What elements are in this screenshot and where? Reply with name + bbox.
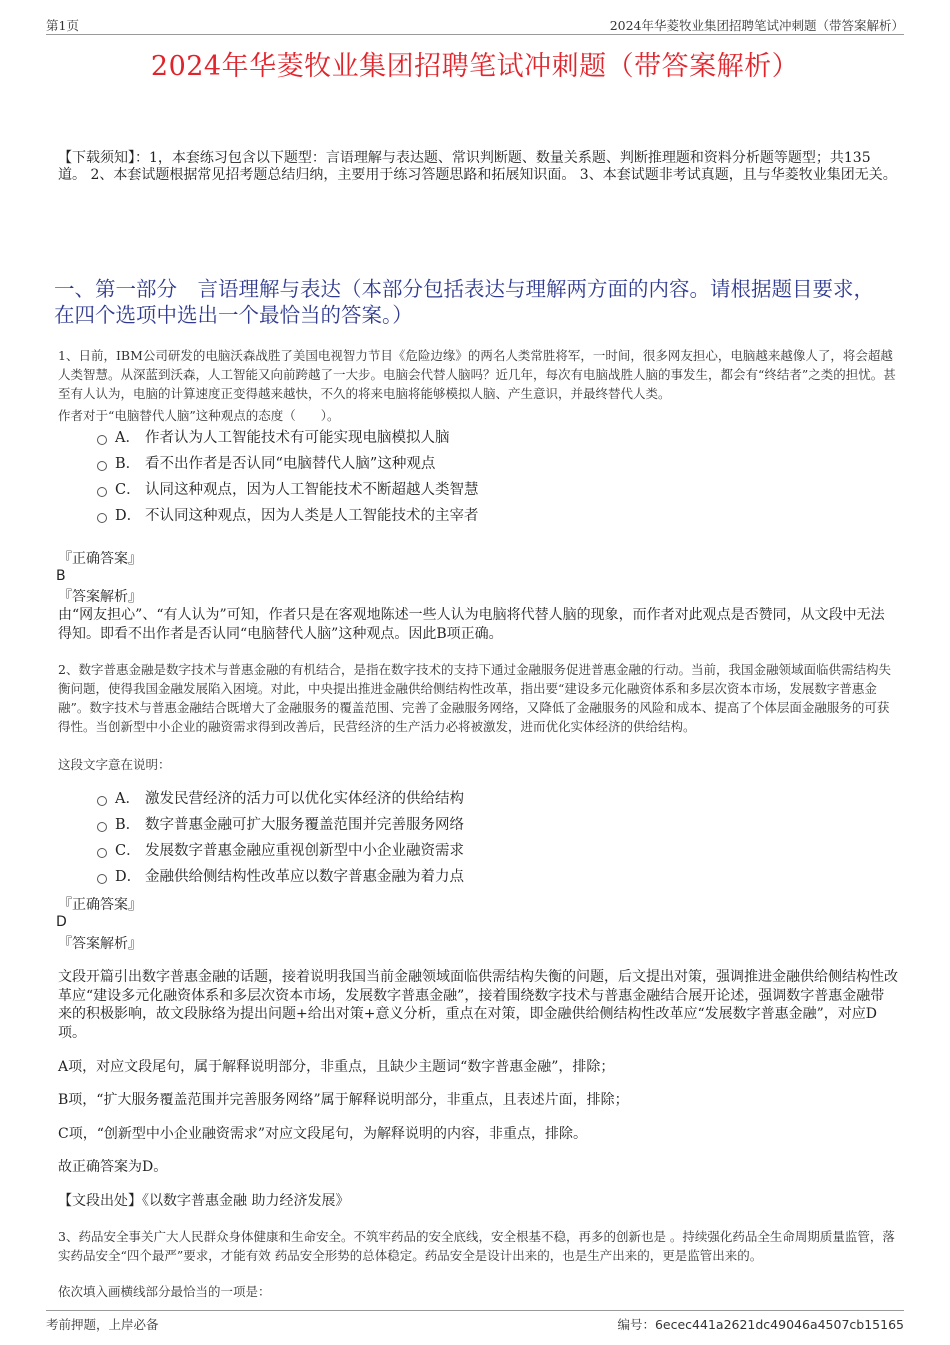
q2-source: 【文段出处】《以数字普惠金融 助力经济发展》 (58, 1193, 350, 1209)
q2-option-a-explanation: A项，对应文段尾句，属于解释说明部分，非重点，且缺少主题词“数字普惠金融”，排除； (58, 1059, 615, 1075)
footer-slogan: 考前押题，上岸必备 (46, 1317, 159, 1332)
page-header (46, 14, 904, 35)
q1-passage: 1、日前，IBM公司研发的电脑沃森战胜了美国电视智力节目《危险边缘》的两名人类常胜将军，一时间，很多网友担心，电脑越来越像人了，将会超越人类智慧。从深蓝到沃森，人工智能又向前跨越了一大步。电脑会代替人脑吗？近几年，每次有电脑战胜人脑的事发生，都会有“终结者”之类的担忧。甚至有人认为，电脑的计算速度正变得越来越快，不久的将来电脑将能够模拟人脑、产生意识，并最终替代人类。 (58, 348, 896, 401)
q3-question: 依次填入画横线部分最恰当的一项是： (58, 1284, 271, 1299)
q2-analysis: 文段开篇引出数字普惠金融的话题，接着说明我国当前金融领域面临供需结构失衡的问题，后文提出对策，强调推进金融供给侧结构性改革应“建设多元化融资体系和多层次资本市场，发展数字普惠金融”，接着围绕数字技术与普惠金融结合展开论述，强调数字普惠金融带来的积极影响，故文段脉络为提出问题+给出对策+意义分析，重点在对策，即金融供给侧结构性改革应“发展数字普惠金融”，对应D项。 (58, 969, 898, 1041)
q2-analysis-label: 『答案解析』 (58, 936, 142, 952)
q2-correct-answer-label: 『正确答案』 (58, 897, 142, 913)
section-heading: 一、第一部分 言语理解与表达（本部分包括表达与理解两方面的内容。请根据题目要求，在四个选项中选出一个最恰当的答案。） (54, 277, 874, 327)
q2-passage: 2、数字普惠金融是数字技术与普惠金融的有机结合，是指在数字技术的支持下通过金融服务促进普惠金融的行动。当前，我国金融领域面临供需结构失衡问题，使得我国金融发展陷入困境。对此，中央提出推进金融供给侧结构性改革，指出要“建设多元化融资体系和多层次资本市场，发展数字普惠金融”。数字技术与普惠金融结合既增大了金融服务的覆盖范围、完善了金融服务网络，又降低了金融服务的风险和成本、提高了个体层面金融服务的可获得性。当创新型中小企业的融资需求得到改善后，民营经济的生产活力必将被激发，进而优化实体经济的供给结构。 (58, 662, 891, 734)
q2-conclusion: 故正确答案为D。 (58, 1159, 168, 1175)
q1-answer: B (56, 568, 66, 584)
radio-button[interactable] (97, 513, 107, 523)
footer-code-label: 编号： (617, 1317, 655, 1332)
radio-button[interactable] (97, 796, 107, 806)
footer-code: 6ecec441a2621dc49046a4507cb15165 (654, 1317, 904, 1332)
q2-answer: D (56, 914, 67, 930)
document-title: 2024年华菱牧业集团招聘笔试冲刺题（带答案解析） (150, 51, 800, 82)
q2-option-b-explanation: B项，“扩大服务覆盖范围并完善服务网络”属于解释说明部分，非重点，且表述片面，排除； (58, 1092, 629, 1108)
footer-code-block (617, 1315, 904, 1333)
q3-passage: 3、药品安全事关广大人民群众身体健康和生命安全。不筑牢药品的安全底线，安全根基不稳，再多的创新也是 。持续强化药品全生命周期质量监管，落实药品安全“四个最严”要求，才能有效 药品安全形势的总体稳定。药品安全是设计出来的，也是生产出来的，更是监管出来的。 (58, 1229, 895, 1263)
download-notice: 【下载须知】：1，本套练习包含以下题型：言语理解与表达题、常识判断题、数量关系题、判断推理题和资料分析题等题型；共135道。 2、本套试题根据常见招考题总结归纳，主要用于练习答题思路和拓展知识面。 3、本套试题非考试真题，且与华菱牧业集团无关。 (58, 150, 897, 183)
header-doc-title: 2024年华菱牧业集团招聘笔试冲刺题（带答案解析） (609, 18, 904, 33)
q2-question: 这段文字意在说明： (58, 757, 171, 772)
page-footer (46, 1310, 904, 1335)
page-number: 第1页 (46, 18, 79, 33)
q2-option-c-explanation: C项，“创新型中小企业融资需求”对应文段尾句，为解释说明的内容，非重点，排除。 (58, 1126, 588, 1142)
radio-button[interactable] (97, 487, 107, 497)
radio-button[interactable] (97, 848, 107, 858)
radio-button[interactable] (97, 822, 107, 832)
q1-analysis: 由“网友担心”、“有人认为”可知，作者只是在客观地陈述一些人认为电脑将代替人脑的现象，而作者对此观点是否赞同，从文段中无法得知。即看不出作者是否认同“电脑替代人脑”这种观点。因此B项正确。 (58, 607, 885, 642)
radio-button[interactable] (97, 461, 107, 471)
q1-question: 作者对于“电脑替代人脑”这种观点的态度（ ）。 (58, 408, 340, 423)
q1-analysis-label: 『答案解析』 (58, 589, 142, 605)
q1-correct-answer-label: 『正确答案』 (58, 551, 142, 567)
radio-button[interactable] (97, 435, 107, 445)
radio-button[interactable] (97, 874, 107, 884)
